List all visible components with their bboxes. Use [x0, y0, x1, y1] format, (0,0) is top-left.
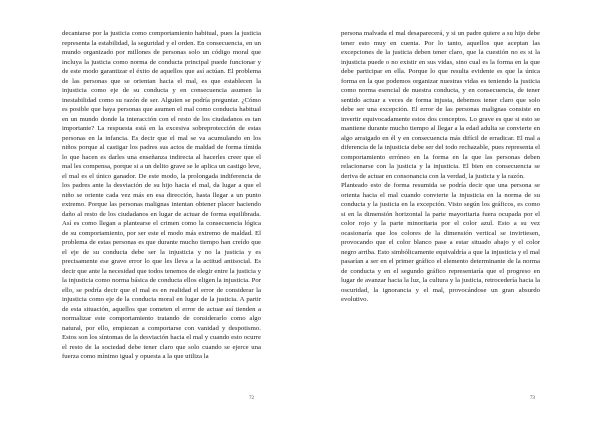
right-page [300, 0, 600, 424]
paragraph: persona malvada el mal desaparecerá, y si un padre quiere a su hijo debe tener esto muy en cuenta. Por lo tanto, aquellos que aceptan las excepciones de la justicia deben tener claro, que la cuestión no es si la injusticia puede o no existir en sus vidas, sino cual es la forma en la que debe participar en ella. Porque lo que resulta evidente es que la única forma en la que podemos organizar nuestras vidas es teniendo la justicia como norma esencial de nuestra conducta, y en consecuencia, de tener sentido actuar a veces de forma injusta, debemos tener claro que solo debe ser una excepción. El error de las personas malignas consiste en invertir equivocadamente estos dos conceptos. Lo grave es que si esto se mantiene durante mucho tiempo al llegar a la edad adulta se convierte en algo arraigado en él y en consecuencia más difícil de erradicar. El mal a diferencia de la injusticia debe ser del todo rechazable, pues representa el comportamiento erróneo en la forma en la que las personas deben relacionarse con la justicia y la injusticia. El bien en consecuencia se deriva de actuar en consonancia con la verdad, la justicia y la razón. [341, 30, 540, 180]
left-page-body [62, 29, 261, 362]
paragraph: Planteado esto de forma resumida se podría decir que una persona se orienta hacia el mal cuando convierte la injusticia en la norma de su conducta y la justicia en la excepción. Visto según los gráficos, es como si en la dimensión horizontal la parte mayoritaria fuera ocupada por el color rojo y la parte minoritaria por el color azul. Esto a su vez ocasionaría que los colores de la dimensión vertical se invirtiesen, provocando que el color blanco pase a estar situado abajo y el color negro arriba. Esto simbólicamente equivaldría a que la injusticia y el mal pasarían a ser en el primer gráfico el elemento determinante de la norma de conducta y en el segundo gráfico representaría que el progreso en lugar de avanzar hacia la luz, la cultura y la justicia, retrocedería hacia la oscuridad, la ignorancia y el mal, provocándose un gran absurdo evolutivo. [341, 182, 540, 303]
page-number: 73 [530, 396, 535, 401]
page-number: 72 [249, 396, 254, 401]
paragraph: decantarse por la justicia como comportamiento habitual, pues la justicia representa la estabilidad, la seguridad y el orden. En consecuencia, en un mundo organizado por millones de personas solo un código moral que incluya la justicia como norma de conducta principal puede funcionar y de este modo garantizar el éxito de aquellos que así actúan. El problema de las personas que se orientan hacia el mal, es que establecen la injusticia como eje de su conducta y en consecuencia asumen la inestabilidad como su razón de ser. Alguien se podría preguntar. ¿Cómo es posible que haya personas que asumen el mal como conducta habitual en un mundo donde la interacción con el resto de los ciudadanos es tan importante? La respuesta está en la excesiva sobreprotección de estas personas en la infancia. Es decir que el mal se va acumulando en los niños porque al castigar los padres sus actos de maldad de forma tímida lo que hacen es darles una enseñanza indirecta al hacerles creer que el mal les compensa, porque si a un delito grave se le aplica un castigo leve, el mal es el único ganador. De este modo, la prolongada indiferencia de los padres ante la desviación de su hijo hacia el mal, da lugar a que el niño se oriente cada vez más en esa dirección, hasta llegar a un punto extremo. Porque las personas malignas intentan obtener placer haciendo daño al resto de los ciudadanos en lugar de actuar de forma equilibrada. Así es como llegan a plantearse el crimen como la consecuencia lógica de su comportamiento, por ser este el modo más extremo de maldad. El problema de estas personas es que durante mucho tiempo han creído que el eje de su conducta debe ser la injusticia y no la justicia y es precisamente ese grave error lo que les lleva a la actitud antisocial. Es decir que ante la necesidad que todos tenemos de elegir entre la justicia y la injusticia como norma básica de conducta ellos eligen la injusticia. Por ello, se podría decir que el mal es en realidad el error de considerar la injusticia como eje de la conducta moral en lugar de la justicia. A partir de esta situación, aquellos que cometen el error de actuar así tienden a normalizar este comportamiento tratando de considerarlo como algo natural, por ello, empiezan a comportarse con vanidad y despotismo. Estos son los síntomas de la desviación hacia el mal y cuando esto ocurre el resto de la sociedad debe tener claro que solo cuando se ejerce una fuerza como mínimo igual y opuesta a la que utiliza la [62, 30, 261, 360]
right-page-body [341, 29, 540, 305]
